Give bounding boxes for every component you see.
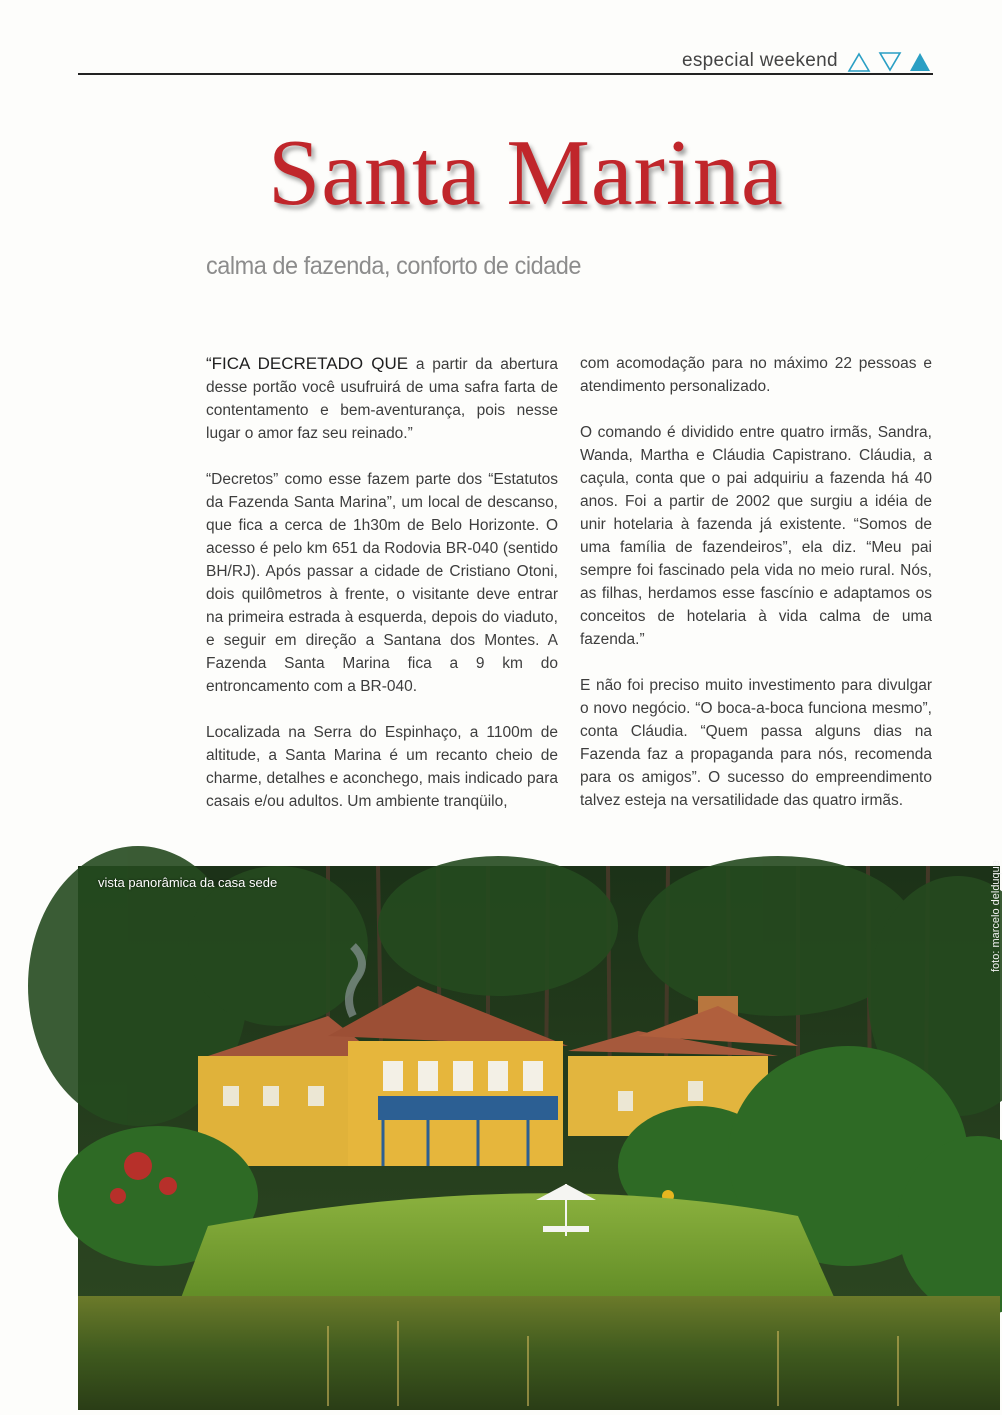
- paragraph: O comando é dividido entre quatro irmãs, Sandra, Wanda, Martha e Cláudia Capistrano. Cláudia, a caçula, conta que o pai adquiriu a fazenda há 40 anos. Foi a partir de 2002 que surgiu a idéia de unir hotelaria à fazenda já existente. “Somos de uma família de fazendeiros”, ela diz. “Meu pai sempre foi fascinado pela vida no meio rural. Nós, as filhas, herdamos esse fascínio e adaptamos os conceitos de hotelaria à vida calma de uma fazenda.”: [580, 424, 932, 648]
- photo-credit: foto: marcelo delduque: [990, 860, 1002, 972]
- triangle-up-filled-icon: [909, 52, 931, 72]
- header-rule: [78, 73, 933, 75]
- paragraph: E não foi preciso muito investimento para divulgar o novo negócio. “O boca-a-boca funciona mesmo”, conta Cláudia. “Quem passa alguns dias na Fazenda faz a propaganda para nós, recomenda para os amigos”. O sucesso do empreendimento talvez esteja na versatilidade das quatro irmãs.: [580, 677, 932, 809]
- right-column: [580, 352, 932, 835]
- paragraph: Localizada na Serra do Espinhaço, a 1100m de altitude, a Santa Marina é um recanto cheio de charme, detalhes e aconchego, mais indicado para casais e/ou adultos. Um ambiente tranqüilo,: [206, 724, 558, 810]
- photo-caption: vista panorâmica da casa sede: [98, 875, 278, 890]
- paragraph: [206, 352, 558, 445]
- section-label: especial weekend: [682, 50, 838, 71]
- lead-phrase: “FICA DECRETADO QUE: [206, 354, 409, 373]
- triangle-down-outline-icon: [879, 52, 901, 72]
- left-column: [206, 352, 558, 836]
- article-subtitle: calma de fazenda, conforto de cidade: [206, 252, 582, 280]
- article-title: Santa Marina: [268, 121, 784, 225]
- paragraph-text: a partir da abertura desse portão você usufruirá de uma safra farta de contentamento e bem-aventurança, pois nesse lugar o amor faz seu reinado.”: [206, 356, 558, 442]
- paragraph: com acomodação para no máximo 22 pessoas e atendimento personalizado.: [580, 355, 932, 395]
- triangle-up-outline-icon: [848, 52, 870, 72]
- paragraph: “Decretos” como esse fazem parte dos “Estatutos da Fazenda Santa Marina”, um local de descanso, que fica a cerca de 1h30m de Belo Horizonte. O acesso é pelo km 651 da Rodovia BR-040 (sentido BH/RJ). Após passar a cidade de Cristiano Otoni, dois quilômetros à frente, o visitante deve entrar na primeira estrada à esquerda, depois do viaduto, e seguir em direção a Santana dos Montes. A Fazenda Santa Marina fica a 9 km do entroncamento com a BR-040.: [206, 471, 558, 695]
- farmhouse-photo: [78, 866, 1000, 1410]
- farmhouse-illustration: [78, 866, 1000, 1410]
